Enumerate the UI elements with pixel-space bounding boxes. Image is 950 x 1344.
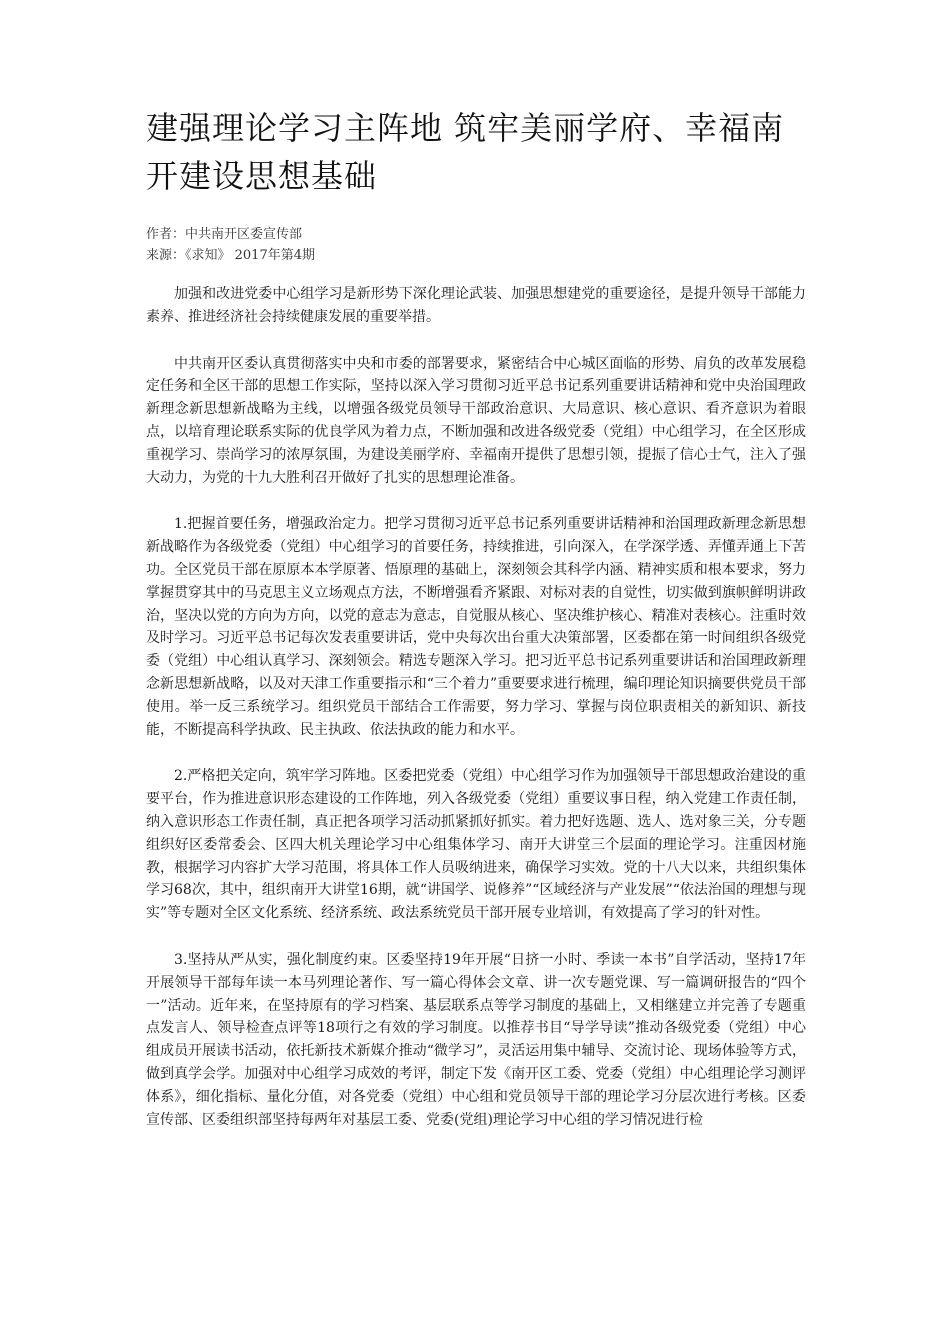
article-title: 建强理论学习主阵地 筑牢美丽学府、幸福南开建设思想基础 <box>146 109 785 195</box>
paragraph-section-1: 1.把握首要任务，增强政治定力。把学习贯彻习近平总书记系列重要讲话精神和治国理政新理念新思想新战略作为各级党委（党组）中心组学习的首要任务，持续推进，引向深入，在学深学透、弄懂弄通上下苦功。全区党员干部在原原本本学原著、悟原理的基础上，深刻领会其科学内涵、精神实质和根本要求，努力掌握贯穿其中的马克思主义立场观点方法，不断增强看齐紧跟、对标对表的自觉性，切实做到旗帜鲜明讲政治，坚决以党的方向为方向，以党的意志为意志，自觉服从核心、坚决维护核心、精准对表核心。注重时效及时学习。习近平总书记每次发表重要讲话，党中央每次出台重大决策部署，区委都在第一时间组织各级党委（党组）中心组认真学习、深刻领会。精选专题深入学习。把习近平总书记系列重要讲话和治国理政新理念新思想新战略，以及对天津工作重要指示和“三个着力”重要要求进行梳理，编印理论知识摘要供党员干部使用。举一反三系统学习。组织党员干部结合工作需要，努力学习、掌握与岗位职责相关的新知识、新技能，不断提高科学执政、民主执政、依法执政的能力和水平。 <box>146 516 806 738</box>
article-meta <box>146 224 806 266</box>
author-line: 作者：中共南开区委宣传部 <box>146 227 303 242</box>
source-line: 来源：《求知》 2017年第4期 <box>146 248 315 263</box>
paragraph-intro: 加强和改进党委中心组学习是新形势下深化理论武装、加强思想建党的重要途径，是提升领导干部能力素养、推进经济社会持续健康发展的重要举措。 <box>146 286 806 325</box>
paragraph-section-2: 2.严格把关定向，筑牢学习阵地。区委把党委（党组）中心组学习作为加强领导干部思想政治建设的重要平台，作为推进意识形态建设的工作阵地，列入各级党委（党组）重要议事日程，纳入党建工作责任制，纳入意识形态工作责任制，真正把各项学习活动抓紧抓好抓实。着力把好选题、选人、选对象三关，分专题组织好区委常委会、区四大机关理论学习中心组集体学习、南开大讲堂三个层面的理论学习。注重因材施教，根据学习内容扩大学习范围，将具体工作人员吸纳进来，确保学习实效。党的十八大以来，共组织集体学习68次，其中，组织南开大讲堂16期，就“讲国学、说修养”“区域经济与产业发展”“依法治国的理想与现实”等专题对全区文化系统、经济系统、政法系统党员干部开展专业培训，有效提高了学习的针对性。 <box>146 768 806 922</box>
paragraph-section-3: 3.坚持从严从实，强化制度约束。区委坚持19年开展“日挤一小时、季读一本书”自学活动，坚持17年开展领导干部每年读一本马列理论著作、写一篇心得体会文章、讲一次专题党课、写一篇调研报告的“四个一”活动。近年来，在坚持原有的学习档案、基层联系点等学习制度的基础上，又相继建立并完善了专题重点发言人、领导检查点评等18项行之有效的学习制度。以推荐书目“导学导读”推动各级党委（党组）中心组成员开展读书活动，依托新技术新媒介推动“微学习”，灵活运用集中辅导、交流讨论、现场体验等方式，做到真学会学。加强对中心组学习成效的考评，制定下发《南开区工委、党委（党组）中心组理论学习测评体系》，细化指标、量化分值，对各党委（党组）中心组和党员领导干部的理论学习分层次进行考核。区委宣传部、区委组织部坚持每两年对基层工委、党委(党组)理论学习中心组的学习情况进行检 <box>146 951 806 1128</box>
paragraph-overview: 中共南开区委认真贯彻落实中央和市委的部署要求，紧密结合中心城区面临的形势、肩负的改革发展稳定任务和全区干部的思想工作实际，坚持以深入学习贯彻习近平总书记系列重要讲话精神和党中央治国理政新理念新思想新战略为主线，以增强各级党员领导干部政治意识、大局意识、核心意识、看齐意识为着眼点，以培育理论联系实际的优良学风为着力点，不断加强和改进各级党委（党组）中心组学习，在全区形成重视学习、崇尚学习的浓厚氛围，为建设美丽学府、幸福南开提供了思想引领，提振了信心士气，注入了强大动力，为党的十九大胜利召开做好了扎实的思想理论准备。 <box>146 355 806 486</box>
document-page <box>146 104 806 1155</box>
article-body <box>146 283 806 1131</box>
